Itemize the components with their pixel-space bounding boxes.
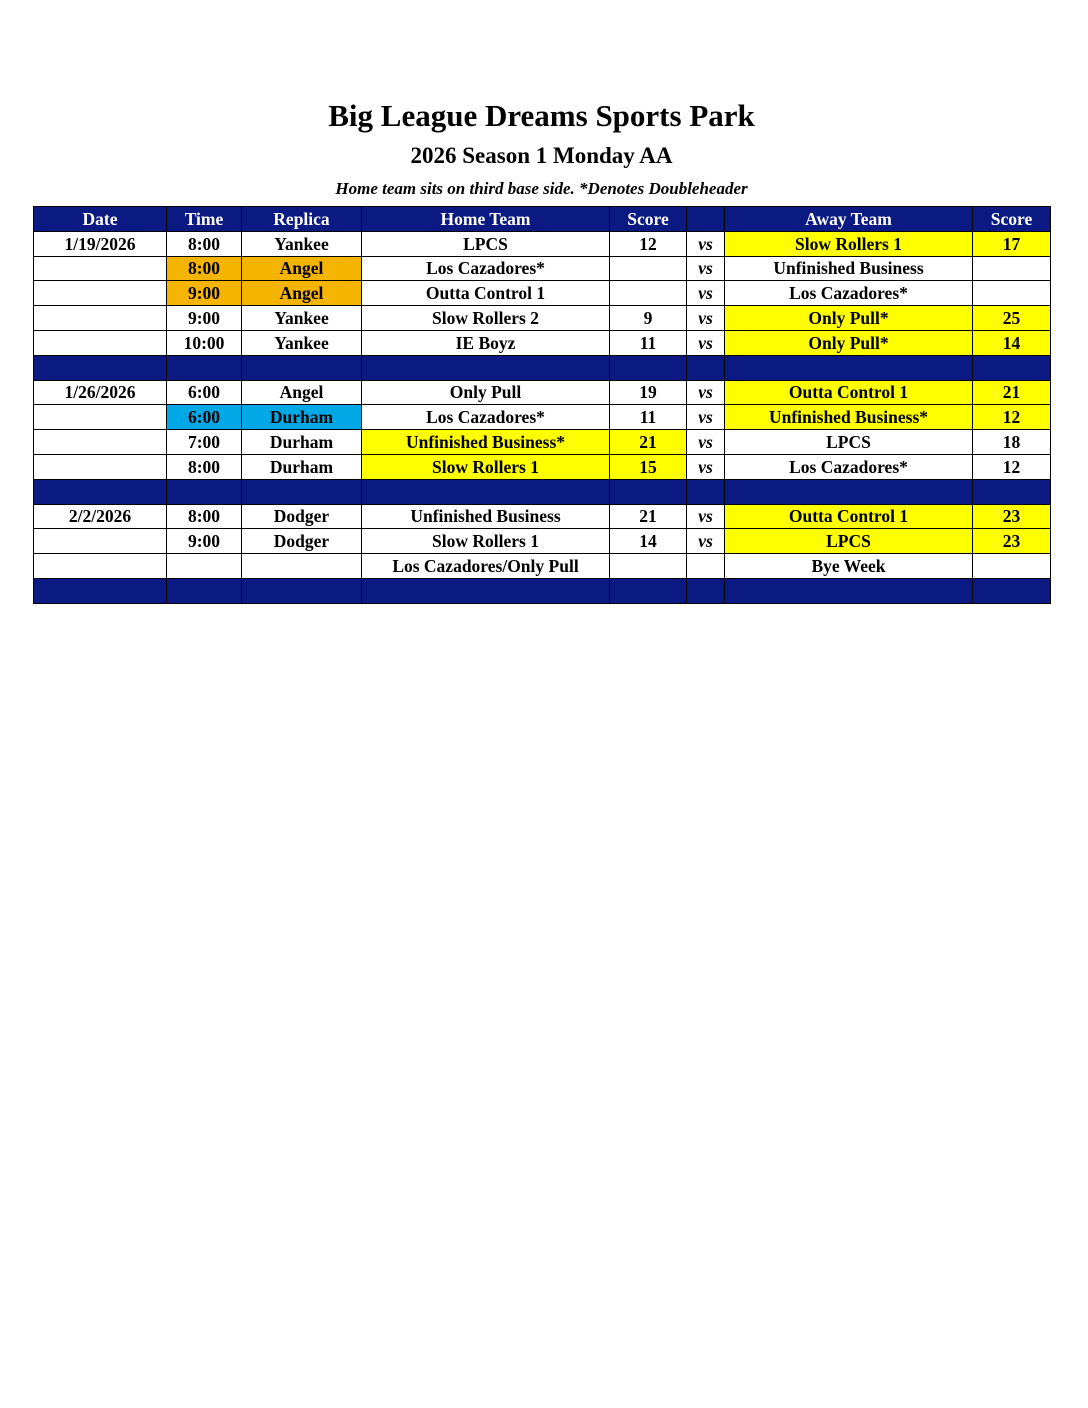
header-date: Date — [34, 207, 167, 232]
header-home-team: Home Team — [362, 207, 610, 232]
game-row — [34, 231, 1051, 256]
replica-cell: Durham — [242, 405, 362, 430]
away-team-cell: Only Pull* — [725, 306, 973, 331]
away-team-cell: Los Cazadores* — [725, 281, 973, 306]
game-row — [34, 380, 1051, 405]
page-subtitle: 2026 Season 1 Monday AA — [410, 143, 673, 168]
date-cell — [34, 330, 167, 355]
date-cell — [34, 256, 167, 281]
game-row — [34, 281, 1051, 306]
header-replica: Replica — [242, 207, 362, 232]
date-cell: 1/26/2026 — [34, 380, 167, 405]
header-row — [34, 207, 1051, 232]
home-team-cell: Los Cazadores/Only Pull — [362, 554, 610, 579]
game-row — [34, 529, 1051, 554]
away-team-cell: Bye Week — [725, 554, 973, 579]
away-score-cell — [973, 256, 1051, 281]
header-time: Time — [167, 207, 242, 232]
away-team-cell: Los Cazadores* — [725, 454, 973, 479]
time-cell: 6:00 — [167, 380, 242, 405]
away-team-cell: Only Pull* — [725, 330, 973, 355]
date-cell — [34, 306, 167, 331]
home-score-cell: 19 — [610, 380, 687, 405]
home-score-cell: 12 — [610, 231, 687, 256]
away-score-cell: 23 — [973, 529, 1051, 554]
home-team-cell: Los Cazadores* — [362, 405, 610, 430]
replica-cell: Dodger — [242, 529, 362, 554]
home-score-cell: 21 — [610, 504, 687, 529]
date-cell: 1/19/2026 — [34, 231, 167, 256]
vs-cell: vs — [687, 405, 725, 430]
home-team-cell: Slow Rollers 1 — [362, 529, 610, 554]
bye-row — [34, 554, 1051, 579]
date-cell — [34, 405, 167, 430]
away-score-cell: 12 — [973, 405, 1051, 430]
replica-cell: Dodger — [242, 504, 362, 529]
time-cell: 8:00 — [167, 231, 242, 256]
vs-cell: vs — [687, 306, 725, 331]
vs-cell: vs — [687, 430, 725, 455]
replica-cell: Durham — [242, 430, 362, 455]
replica-cell: Durham — [242, 454, 362, 479]
away-score-cell: 18 — [973, 430, 1051, 455]
time-cell: 6:00 — [167, 405, 242, 430]
time-cell: 7:00 — [167, 430, 242, 455]
home-score-cell: 15 — [610, 454, 687, 479]
vs-cell: vs — [687, 454, 725, 479]
schedule-note: Home team sits on third base side. *Denotes Doubleheader — [335, 179, 748, 198]
home-team-cell: Slow Rollers 2 — [362, 306, 610, 331]
away-team-cell: Outta Control 1 — [725, 380, 973, 405]
replica-cell — [242, 554, 362, 579]
time-cell: 10:00 — [167, 330, 242, 355]
time-cell: 9:00 — [167, 281, 242, 306]
away-team-cell: LPCS — [725, 430, 973, 455]
away-score-cell — [973, 281, 1051, 306]
away-score-cell: 14 — [973, 330, 1051, 355]
home-team-cell: Outta Control 1 — [362, 281, 610, 306]
home-team-cell: Unfinished Business — [362, 504, 610, 529]
date-cell — [34, 554, 167, 579]
home-score-cell — [610, 554, 687, 579]
header-away-score: Score — [973, 207, 1051, 232]
date-cell — [34, 454, 167, 479]
time-cell: 9:00 — [167, 529, 242, 554]
date-cell — [34, 281, 167, 306]
replica-cell: Angel — [242, 380, 362, 405]
home-score-cell: 9 — [610, 306, 687, 331]
replica-cell: Angel — [242, 281, 362, 306]
game-row — [34, 454, 1051, 479]
header-away-team: Away Team — [725, 207, 973, 232]
game-row — [34, 504, 1051, 529]
date-cell — [34, 430, 167, 455]
schedule-table — [33, 206, 1051, 604]
time-cell: 9:00 — [167, 306, 242, 331]
game-row — [34, 430, 1051, 455]
vs-cell: vs — [687, 281, 725, 306]
replica-cell: Yankee — [242, 231, 362, 256]
time-cell: 8:00 — [167, 256, 242, 281]
week-separator — [34, 479, 1051, 504]
home-score-cell — [610, 281, 687, 306]
home-score-cell — [610, 256, 687, 281]
away-score-cell: 12 — [973, 454, 1051, 479]
game-row — [34, 306, 1051, 331]
page-title: Big League Dreams Sports Park — [328, 98, 755, 133]
home-team-cell: Los Cazadores* — [362, 256, 610, 281]
replica-cell: Yankee — [242, 330, 362, 355]
time-cell: 8:00 — [167, 454, 242, 479]
away-team-cell: Outta Control 1 — [725, 504, 973, 529]
away-team-cell: Slow Rollers 1 — [725, 231, 973, 256]
replica-cell: Angel — [242, 256, 362, 281]
away-score-cell: 25 — [973, 306, 1051, 331]
home-team-cell: Slow Rollers 1 — [362, 454, 610, 479]
home-score-cell: 11 — [610, 330, 687, 355]
vs-cell: vs — [687, 330, 725, 355]
away-score-cell: 23 — [973, 504, 1051, 529]
home-team-cell: Only Pull — [362, 380, 610, 405]
home-team-cell: Unfinished Business* — [362, 430, 610, 455]
week-separator — [34, 355, 1051, 380]
game-row — [34, 405, 1051, 430]
home-team-cell: LPCS — [362, 231, 610, 256]
vs-cell: vs — [687, 380, 725, 405]
header-vs — [687, 207, 725, 232]
date-cell: 2/2/2026 — [34, 504, 167, 529]
header-home-score: Score — [610, 207, 687, 232]
away-score-cell — [973, 554, 1051, 579]
away-team-cell: Unfinished Business* — [725, 405, 973, 430]
home-score-cell: 11 — [610, 405, 687, 430]
vs-cell — [687, 554, 725, 579]
game-row — [34, 330, 1051, 355]
away-score-cell: 21 — [973, 380, 1051, 405]
time-cell: 8:00 — [167, 504, 242, 529]
vs-cell: vs — [687, 504, 725, 529]
home-team-cell: IE Boyz — [362, 330, 610, 355]
vs-cell: vs — [687, 529, 725, 554]
game-row — [34, 256, 1051, 281]
date-cell — [34, 529, 167, 554]
vs-cell: vs — [687, 256, 725, 281]
week-separator — [34, 578, 1051, 603]
home-score-cell: 21 — [610, 430, 687, 455]
away-score-cell: 17 — [973, 231, 1051, 256]
away-team-cell: Unfinished Business — [725, 256, 973, 281]
time-cell — [167, 554, 242, 579]
away-team-cell: LPCS — [725, 529, 973, 554]
replica-cell: Yankee — [242, 306, 362, 331]
vs-cell: vs — [687, 231, 725, 256]
home-score-cell: 14 — [610, 529, 687, 554]
